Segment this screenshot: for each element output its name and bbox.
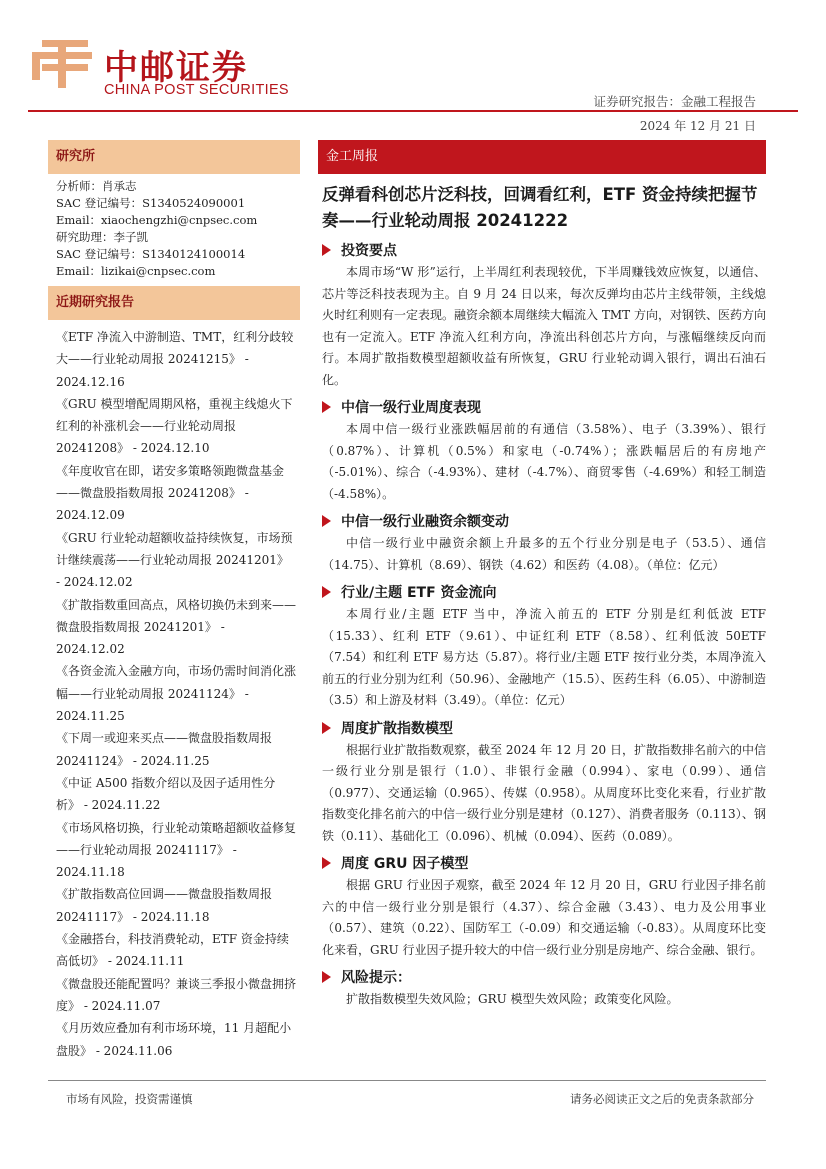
triangle-bullet-icon	[322, 722, 331, 734]
section-title: 投资要点	[341, 243, 397, 259]
section-body: 根据 GRU 行业因子观察，截至 2024 年 12 月 20 日，GRU 行业因子排名前六的中信一级行业分别是银行（4.37）、综合金融（3.43）、电力及公用事业（0.57）、建筑（0.22）、国防军工（-0.09）和交通运输（-0.83）。从周度环比变化来看，GRU 行业因子提升较大的中信一级行业分别是房地产、综合金融、银行。	[322, 878, 766, 957]
report-category-tag: 金工周报	[318, 140, 766, 174]
analyst-line: SAC 登记编号：S1340524090001	[56, 196, 246, 210]
section-heading	[318, 580, 766, 604]
section-title: 周度 GRU 因子模型	[341, 856, 469, 872]
recent-reports-heading: 近期研究报告	[48, 286, 300, 320]
section-title: 中信一级行业周度表现	[341, 400, 481, 416]
section-heading	[318, 851, 766, 875]
section-title: 行业/主题 ETF 资金流向	[341, 585, 497, 601]
recent-report-item[interactable]: 《月历效应叠加有利市场环境，11 月超配小盘股》 - 2024.11.06	[56, 1021, 292, 1058]
triangle-bullet-icon	[322, 857, 331, 869]
section-heading	[318, 965, 766, 989]
research-institute-heading: 研究所	[48, 140, 300, 174]
left-sidebar	[48, 140, 300, 1062]
recent-report-item[interactable]: 《市场风格切换，行业轮动策略超额收益修复——行业轮动周报 20241117》 - 2024.11.18	[56, 820, 297, 880]
section-heading	[318, 395, 766, 419]
main-content	[318, 140, 766, 1011]
footer-divider	[48, 1080, 766, 1081]
analyst-line: 研究助理：李子凯	[56, 230, 148, 244]
section-body: 中信一级行业中融资余额上升最多的五个行业分别是电子（53.5）、通信（14.75）、计算机（8.69）、钢铁（4.62）和医药（4.08）。（单位：亿元）	[322, 536, 766, 572]
logo-chinese-name: 中邮证券	[104, 48, 248, 88]
section-heading	[318, 238, 766, 262]
section-body: 本周中信一级行业涨跌幅居前的有通信（3.58%）、电子（3.39%）、银行（0.87%）、计算机（0.5%）和家电（-0.74%）；涨跌幅居后的有房地产（-5.01%）、综合（-4.93%）、建材（-4.7%）、商贸零售（-4.69%）和轻工制造（-4.58%）。	[322, 422, 766, 501]
analyst-email[interactable]: Email：xiaochengzhi@cnpsec.com	[56, 213, 258, 227]
section-title: 风险提示：	[341, 970, 411, 986]
recent-report-item[interactable]: 《扩散指数重回高点，风格切换仍未到来——微盘股指数周报 20241201》 - 2024.12.02	[56, 597, 297, 657]
analyst-info	[48, 174, 300, 280]
section-title: 中信一级行业融资余额变动	[341, 514, 509, 530]
section-gru-model	[318, 851, 766, 961]
triangle-bullet-icon	[322, 971, 331, 983]
section-body: 本周行业/主题 ETF 当中，净流入前五的 ETF 分别是红利低波 ETF（15.33）、红利 ETF（9.61）、中证红利 ETF（8.58）、红利低波 50ETF（7.54）和红利 ETF 易方达（5.87）。将行业/主题 ETF 按行业分类，本周净流入前五的行业分别为红利（50.96）、金融地产（15.5）、医药生科（6.05）、中游制造（3.5）和上游及材料（3.49）。（单位：亿元）	[322, 607, 766, 707]
recent-reports-list	[48, 320, 300, 1062]
recent-report-item[interactable]: 《金融搭台，科技消费轮动，ETF 资金持续高低切》 - 2024.11.11	[56, 932, 289, 969]
section-industry-performance	[318, 395, 766, 505]
recent-report-item[interactable]: 《GRU 模型增配周期风格，重视主线熄火下红利的补涨机会——行业轮动周报 20241208》 - 2024.12.10	[56, 396, 293, 456]
recent-report-item[interactable]: 《微盘股还能配置吗？兼谈三季报小微盘拥挤度》 - 2024.11.07	[56, 976, 297, 1013]
analyst-line: SAC 登记编号：S1340124100014	[56, 247, 246, 261]
section-body: 根据行业扩散指数观察，截至 2024 年 12 月 20 日，扩散指数排名前六的中信一级行业分别是银行（1.0）、非银行金融（0.994）、家电（0.99）、通信（0.977）、交通运输（0.965）、传媒（0.958）。从周度环比变化来看，行业扩散指数变化排名前六的中信一级行业分别是建材（0.127）、消费者服务（0.113）、钢铁（0.11）、基础化工（0.096）、机械（0.094）、医药（0.089）。	[322, 742, 766, 843]
section-risk-warning	[318, 965, 766, 1011]
recent-report-item[interactable]: 《中证 A500 指数介绍以及因子适用性分析》 - 2024.11.22	[56, 775, 276, 813]
report-date: 2024 年 12 月 21 日	[639, 119, 756, 133]
report-title: 反弹看科创芯片泛科技，回调看红利，ETF 资金持续把握节奏——行业轮动周报 20241222	[322, 185, 758, 230]
section-diffusion-index	[318, 716, 766, 848]
section-body: 扩散指数模型失效风险；GRU 模型失效风险；政策变化风险。	[346, 992, 679, 1006]
section-margin-balance	[318, 509, 766, 576]
footer-disclaimer-notice: 请务必阅读正文之后的免责条款部分	[570, 1092, 754, 1106]
triangle-bullet-icon	[322, 586, 331, 598]
section-etf-flows	[318, 580, 766, 712]
section-heading	[318, 509, 766, 533]
report-type: 证券研究报告：金融工程报告	[593, 94, 756, 109]
footer-risk-notice: 市场有风险，投资需谨慎	[66, 1092, 193, 1106]
recent-report-item[interactable]: 《ETF 净流入中游制造、TMT，红利分歧较大——行业轮动周报 20241215》 - 2024.12.16	[56, 330, 294, 389]
recent-report-item[interactable]: 《扩散指数高位回调——微盘股指数周报 20241117》 - 2024.11.18	[56, 887, 273, 924]
header-divider	[28, 110, 798, 112]
recent-report-item[interactable]: 《下周一或迎来买点——微盘股指数周报 20241124》 - 2024.11.25	[56, 731, 273, 768]
china-post-logo-icon	[28, 36, 96, 92]
recent-report-item[interactable]: 《年度收官在即，诺安多策略领跑微盘基金——微盘股指数周报 20241208》 - 2024.12.09	[56, 463, 285, 523]
company-logo	[28, 36, 308, 106]
triangle-bullet-icon	[322, 401, 331, 413]
section-heading	[318, 716, 766, 740]
recent-report-item[interactable]: 《各资金流入金融方向，市场仍需时间消化涨幅——行业轮动周报 20241124》 - 2024.11.25	[56, 664, 297, 724]
logo-english-name: CHINA POST SECURITIES	[104, 82, 289, 98]
recent-report-item[interactable]: 《GRU 行业轮动超额收益持续恢复，市场预计继续震荡——行业轮动周报 20241201》 - 2024.12.02	[56, 530, 293, 590]
section-body: 本周市场“W 形”运行，上半周红利表现较优，下半周赚钱效应恢复，以通信、芯片等泛科技表现为主。自 9 月 24 日以来，每次反弹均由芯片主线带领，主线熄火时红利则有一定表现。融资余额本周继续大幅流入 TMT 方向，对钢铁、医药方向也有一定流入。ETF 净流入红利方向，净流出科创芯片方向，与涨幅继续反向而行。本周扩散指数模型超额收益有所恢复，GRU 行业轮动调入银行，调出石油石化。	[322, 265, 766, 387]
analyst-line: 分析师：肖承志	[56, 179, 137, 193]
triangle-bullet-icon	[322, 244, 331, 256]
triangle-bullet-icon	[322, 515, 331, 527]
section-investment-highlights	[318, 238, 766, 391]
section-title: 周度扩散指数模型	[341, 720, 453, 737]
analyst-email[interactable]: Email：lizikai@cnpsec.com	[56, 264, 216, 278]
